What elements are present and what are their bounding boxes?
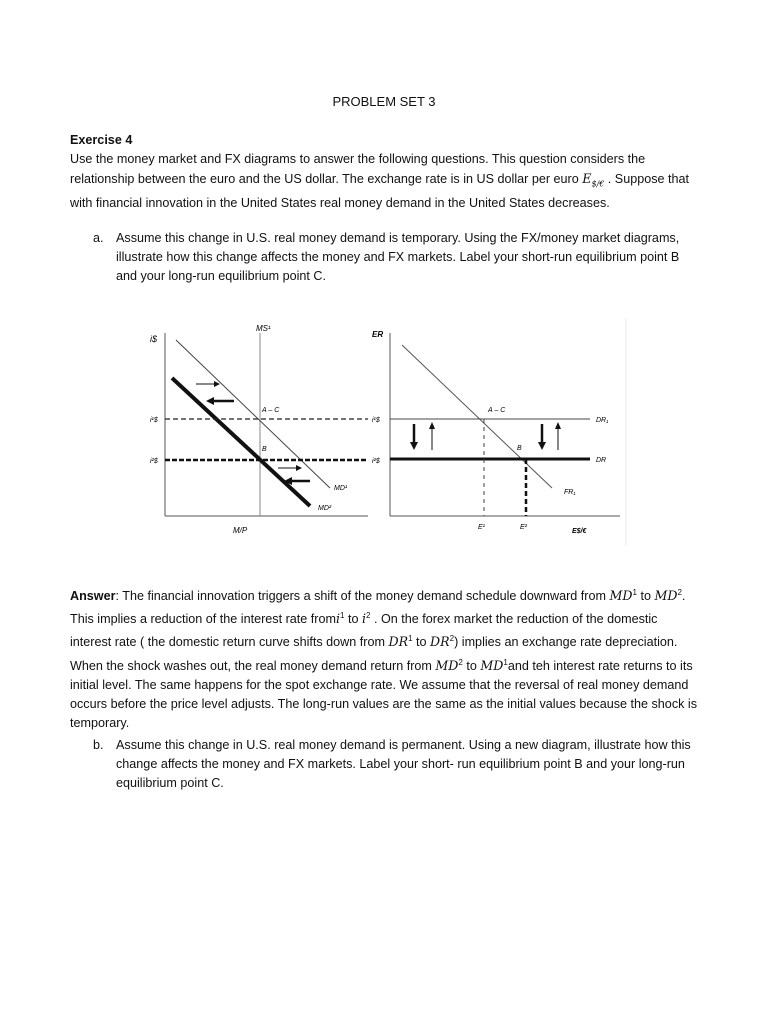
answer-sup-g: 2 [458, 657, 463, 667]
answer-sup-b: 2 [677, 588, 682, 597]
answer-text-1: : The financial innovation triggers a shift of the money demand schedule downward from [115, 589, 610, 604]
money-demand-1-curve [176, 340, 330, 488]
answer-md-d: MD [480, 657, 504, 673]
answer-text-4: to [344, 612, 362, 627]
question-a-text: Assume this change in U.S. real money demand is temporary. Using the FX/money market diagrams, illustrate how this change affects the money and FX markets. Label your short-run equilibrium point B and your long-run equilibrium point C. [116, 231, 680, 283]
answer-text-7: ) implies an exchange rate depreciation. When the shock washes out, the real money demand return from [70, 635, 678, 673]
intro-part2: . Suppose that with financial innovation in the United States real money demand in the United States decreases. [70, 172, 690, 210]
money-i1-tick: i¹$ [150, 417, 158, 424]
answer-dr-a: DR [388, 634, 409, 650]
question-b-marker: b. [93, 738, 104, 752]
fx-x-label: E$/€ [572, 528, 587, 535]
money-demand-2-label: MD² [318, 505, 332, 512]
money-supply-label: MS¹ [256, 324, 271, 333]
fx-point-b: B [517, 445, 522, 452]
answer-text-6: to [412, 635, 431, 650]
money-point-b: B [262, 446, 267, 453]
e1-label: E¹ [478, 524, 485, 531]
answer-sup-d: 2 [366, 611, 371, 621]
answer-md-c: MD [435, 657, 459, 673]
intro-part1: Use the money market and FX diagrams to answer the following questions. This question considers the relationship between the euro and the US dollar. The exchange rate is in US dollar per euro [70, 152, 646, 186]
shift-left-arrowhead-1 [206, 397, 214, 405]
answer-text-9: and teh interest rate returns to its initial level. The same happens for the spot exchange rate. We assume that the reversal of real money demand occurs before the price level adjusts. The long-run values are the same as the initial values because the shock is temporary. [70, 658, 698, 730]
answer-sup-a: 1 [632, 588, 637, 597]
up-arrowhead-1 [429, 422, 435, 429]
money-x-label: M/P [233, 526, 248, 535]
answer-md-a: MD [609, 588, 633, 604]
foreign-return-curve [402, 345, 552, 488]
money-fx-diagram [140, 318, 630, 548]
fx-i2-tick: i²$ [372, 458, 380, 465]
down-arrowhead-1 [410, 442, 418, 450]
money-i2-tick: i²$ [150, 458, 158, 465]
page-title: PROBLEM SET 3 [332, 94, 436, 109]
exercise-intro [70, 150, 700, 213]
answer-text-5: . On the forex market the reduction of the domestic interest rate ( the domestic return curve shifts down from [70, 612, 658, 650]
up-arrowhead-2 [555, 422, 561, 429]
fx-point-ac: A – C [488, 407, 506, 414]
answer-text-3: . This implies a reduction of the interest rate from [70, 589, 686, 627]
e2-label: E² [520, 524, 527, 531]
domestic-return-1-label: DR₁ [596, 417, 609, 424]
answer-text-8: to [462, 658, 481, 673]
exchange-rate-symbol: E [582, 171, 592, 186]
answer-paragraph [70, 583, 700, 733]
fx-i1-tick: i¹$ [372, 417, 380, 424]
answer-sup-e: 1 [408, 634, 413, 644]
money-demand-1-label: MD¹ [334, 485, 348, 492]
shift-right-arrowhead-2 [296, 465, 302, 471]
answer-i-b: i [361, 611, 367, 627]
fx-market-panel [372, 330, 620, 535]
answer-i-a: i [335, 611, 341, 627]
answer-dr-b: DR [430, 634, 450, 650]
answer-text-2: to [636, 589, 655, 604]
domestic-return-2-label: DR [596, 457, 607, 464]
answer-sup-h: 1 [503, 657, 508, 667]
question-a-marker: a. [93, 231, 104, 245]
question-b-text: Assume this change in U.S. real money demand is permanent. Using a new diagram, illustrate how this change affects the money and FX markets. Label your short- run equilibrium point B and your long-run equilibrium point C. [116, 738, 691, 790]
money-y-label: i$ [150, 334, 158, 344]
answer-sup-f: 2 [449, 634, 455, 644]
money-demand-2-curve [172, 378, 310, 506]
down-arrowhead-2 [538, 442, 546, 450]
money-point-ac: A – C [262, 407, 280, 414]
answer-label: Answer [70, 589, 116, 604]
exercise-heading: Exercise 4 [70, 133, 133, 147]
money-market-panel [150, 324, 368, 535]
foreign-return-label: FR₁ [564, 489, 576, 496]
fx-y-label: ER [372, 330, 384, 339]
answer-md-b: MD [654, 588, 678, 604]
exchange-rate-subscript: $/€ [591, 179, 605, 189]
answer-sup-c: 1 [340, 611, 345, 621]
